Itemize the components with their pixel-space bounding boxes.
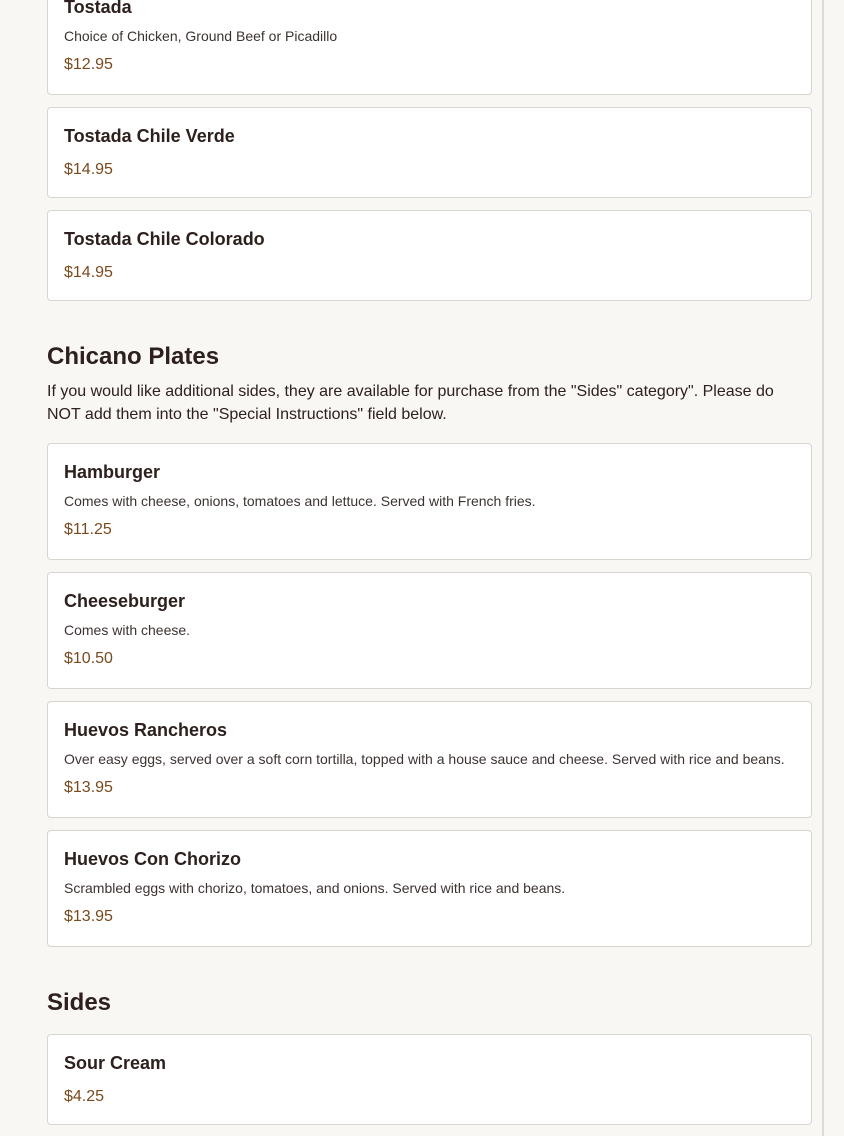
menu-item-card-huevos-rancheros[interactable]: [47, 701, 812, 818]
menu-item-name: Huevos Con Chorizo: [64, 849, 242, 869]
menu-column: [47, 0, 812, 1136]
menu-item-description: Comes with cheese.: [64, 622, 191, 638]
menu-item-name: Tostada Chile Colorado: [64, 229, 265, 249]
menu-item-card-hamburger[interactable]: [47, 443, 812, 560]
menu-item-name: Sour Cream: [64, 1053, 167, 1073]
menu-item-name: Tostada Chile Verde: [64, 126, 235, 146]
menu-item-card-cheeseburger[interactable]: [47, 572, 812, 689]
menu-item-description: Comes with cheese, onions, tomatoes and lettuce. Served with French fries.: [64, 493, 536, 509]
tostadas-section: [47, 0, 812, 301]
section-title: Sides: [47, 989, 112, 1016]
menu-item-name: Hamburger: [64, 462, 161, 482]
menu-item-name: Cheeseburger: [64, 591, 186, 611]
menu-item-price: $13.95: [64, 908, 113, 925]
menu-item-price: $4.25: [64, 1088, 105, 1105]
section-note: If you would like additional sides, they are available for purchase from the "Sides" category". Please do NOT add them into the "Special Instructions" field below.: [47, 383, 774, 423]
menu-item-price: $13.95: [64, 779, 113, 796]
menu-item-card-tostada-chile-verde[interactable]: [47, 107, 812, 198]
menu-item-description: Scrambled eggs with chorizo, tomatoes, and onions. Served with rice and beans.: [64, 880, 566, 896]
menu-item-name: Tostada: [64, 0, 132, 17]
menu-item-name: Huevos Rancheros: [64, 720, 228, 740]
menu-item-price: $12.95: [64, 56, 113, 73]
menu-item-card-sour-cream[interactable]: [47, 1034, 812, 1125]
menu-item-card-huevos-con-chorizo[interactable]: [47, 830, 812, 947]
menu-item-price: $14.95: [64, 264, 113, 281]
menu-item-description: Over easy eggs, served over a soft corn tortilla, topped with a house sauce and cheese. Served with rice and beans.: [64, 751, 785, 767]
menu-item-price: $11.25: [64, 521, 112, 538]
menu-item-description: Choice of Chicken, Ground Beef or Picadillo: [64, 28, 338, 44]
menu-item-card-tostada-chile-colorado[interactable]: [47, 210, 812, 301]
section-title: Chicano Plates: [47, 343, 220, 370]
menu-item-price: $10.50: [64, 650, 113, 667]
sides-section: [47, 959, 812, 1125]
chicano-plates-section: [47, 313, 812, 947]
page-right-divider: [822, 0, 824, 1136]
menu-item-price: $14.95: [64, 161, 113, 178]
menu-item-card-tostada[interactable]: [47, 0, 812, 95]
